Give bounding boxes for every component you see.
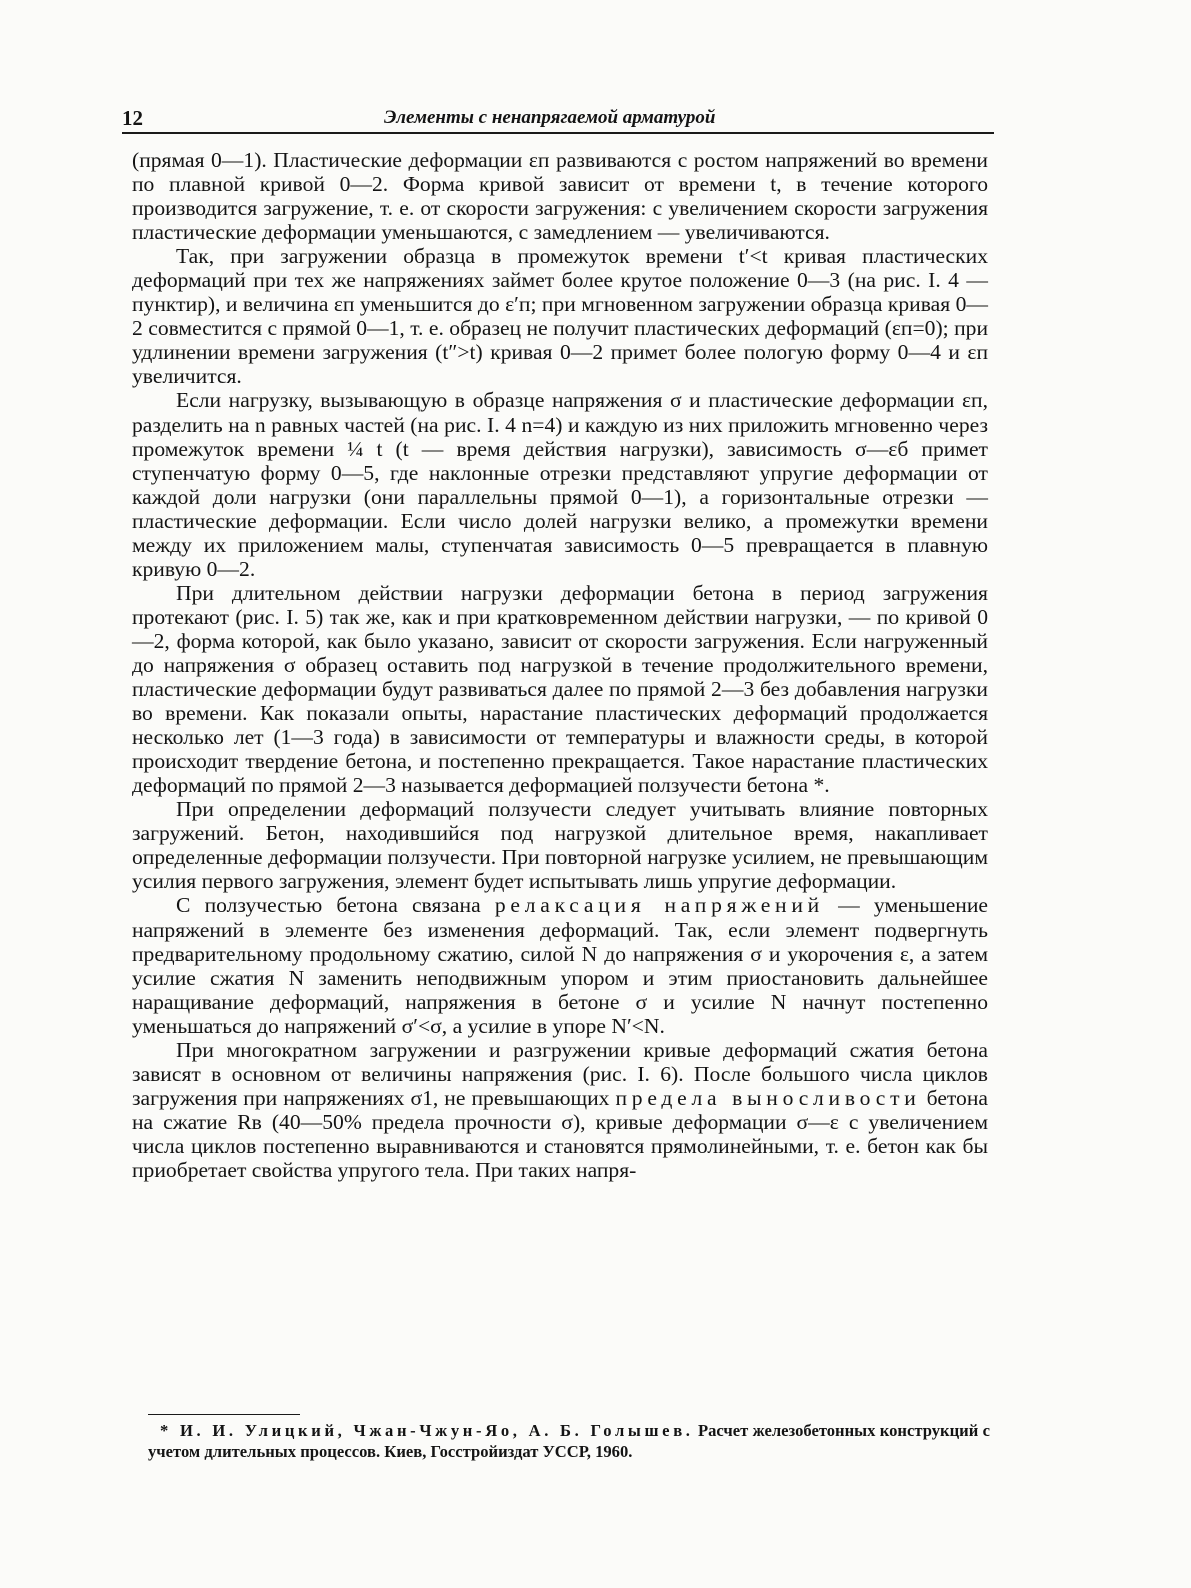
paragraph-7-rest: бетона на сжатие Rв (40—50% предела прочности σ), кривые деформации σ—ε с увеличением числа циклов постепенно выравниваются и становятся прямолинейными, т. е. бетон как бы приобретает свойства упругого тела. При таких напря-: [132, 1085, 988, 1182]
paragraph-1: (прямая 0—1). Пластические деформации εп развиваются с ростом напряжений во времени по плавной кривой 0—2. Форма кривой зависит от времени t, в течение которого производится загружение, т. е. от скорости загружения: с увеличением скорости загружения пластические деформации уменьшаются, с замедлением — увеличиваются.: [132, 148, 988, 245]
paragraph-6-rest: — уменьшение напряжений в элементе без изменения деформаций. Так, если элемент подвергнуть предварительному продольному сжатию, силой N до напряжения σ и укорочения ε, а затем усилие сжатия N заменить неподвижным упором и этим приостановить дальнейшее наращивание деформаций, напряжения в бетоне σ и усилие N начнут постепенно уменьшаться до напряжений σ′<σ, а усилие в упоре N′<N.: [132, 893, 988, 1038]
footnote-text: Расчет железобетонных конструкций с учетом длительных процессов. Киев, Госстройиздат УССР, 1960.: [148, 1421, 990, 1461]
paragraph-2: Так, при загружении образца в промежуток времени t′<t кривая пластических деформаций при тех же напряжениях займет более крутое положение 0—3 (на рис. I. 4 — пунктир), и величина εп уменьшится до ε′п; при мгновенном загружении образца кривая 0—2 совместится с прямой 0—1, т. е. образец не получит пластических деформаций (εп=0); при удлинении времени загружения (t″>t) кривая 0—2 примет более пологую форму 0—4 и εп увеличится.: [132, 244, 988, 389]
term-endurance-limit: предела выносливости: [615, 1085, 921, 1110]
paragraph-4: При длительном действии нагрузки деформации бетона в период загружения протекают (рис. I. 5) так же, как и при кратковременном действии нагрузки, — по кривой 0—2, форма которой, как было указано, зависит от скорости загружения. Если нагруженный до напряжения σ образец оставить под нагрузкой в течение продолжительного времени, пластические деформации будут развиваться далее по прямой 2—3 без добавления нагрузки во времени. Как показали опыты, нарастание пластических деформаций продолжается несколько лет (1—3 года) в зависимости от температуры и влажности среды, в которой происходит твердение бетона, и постепенно прекращается. Такое нарастание пластических деформаций по прямой 2—3 называется деформацией ползучести бетона *.: [132, 580, 988, 798]
footnote-authors: * И. И. Улицкий, Чжан-Чжун-Яо, А. Б. Голышев.: [160, 1421, 694, 1440]
paragraph-6-lead: С ползучестью бетона связана: [176, 893, 495, 918]
paragraph-7-lead: При многократном загружении и разгружении кривые деформаций сжатия бетона зависят в основном от величины напряжения (рис. I. 6). После большого числа циклов загружения при напряжениях σ1, не превышающих: [132, 1037, 988, 1110]
body-text: [132, 148, 988, 1182]
paragraph-3: Если нагрузку, вызывающую в образце напряжения σ и пластические деформации εп, разделить на n равных частей (на рис. I. 4 n=4) и каждую из них приложить мгновенно через промежуток времени ¼ t (t — время действия нагрузки), зависимость σ—εб примет ступенчатую форму 0—5, где наклонные отрезки представляют упругие деформации от каждой доли нагрузки (они параллельны прямой 0—1), а горизонтальные отрезки — пластические деформации. Если число долей нагрузки велико, а промежутки времени между их приложением малы, ступенчатая зависимость 0—5 превращается в плавную кривую 0—2.: [132, 388, 988, 581]
paragraph-6: [132, 893, 988, 1037]
footnote: [148, 1420, 990, 1462]
term-relaxation: релаксация напряжений: [494, 893, 824, 918]
footnote-rule: [148, 1414, 300, 1415]
paragraph-7: [132, 1038, 988, 1182]
header-rule: [122, 132, 994, 134]
running-title: Элементы с ненапрягаемой арматурой: [384, 107, 716, 128]
page-number: 12: [122, 106, 143, 130]
paragraph-5: При определении деформаций ползучести следует учитывать влияние повторных загружений. Бетон, находившийся под нагрузкой длительное время, накапливает определенные деформации ползучести. При повторной нагрузке усилием, не превышающим усилия первого загружения, элемент будет испытывать лишь упругие деформации.: [132, 797, 988, 894]
